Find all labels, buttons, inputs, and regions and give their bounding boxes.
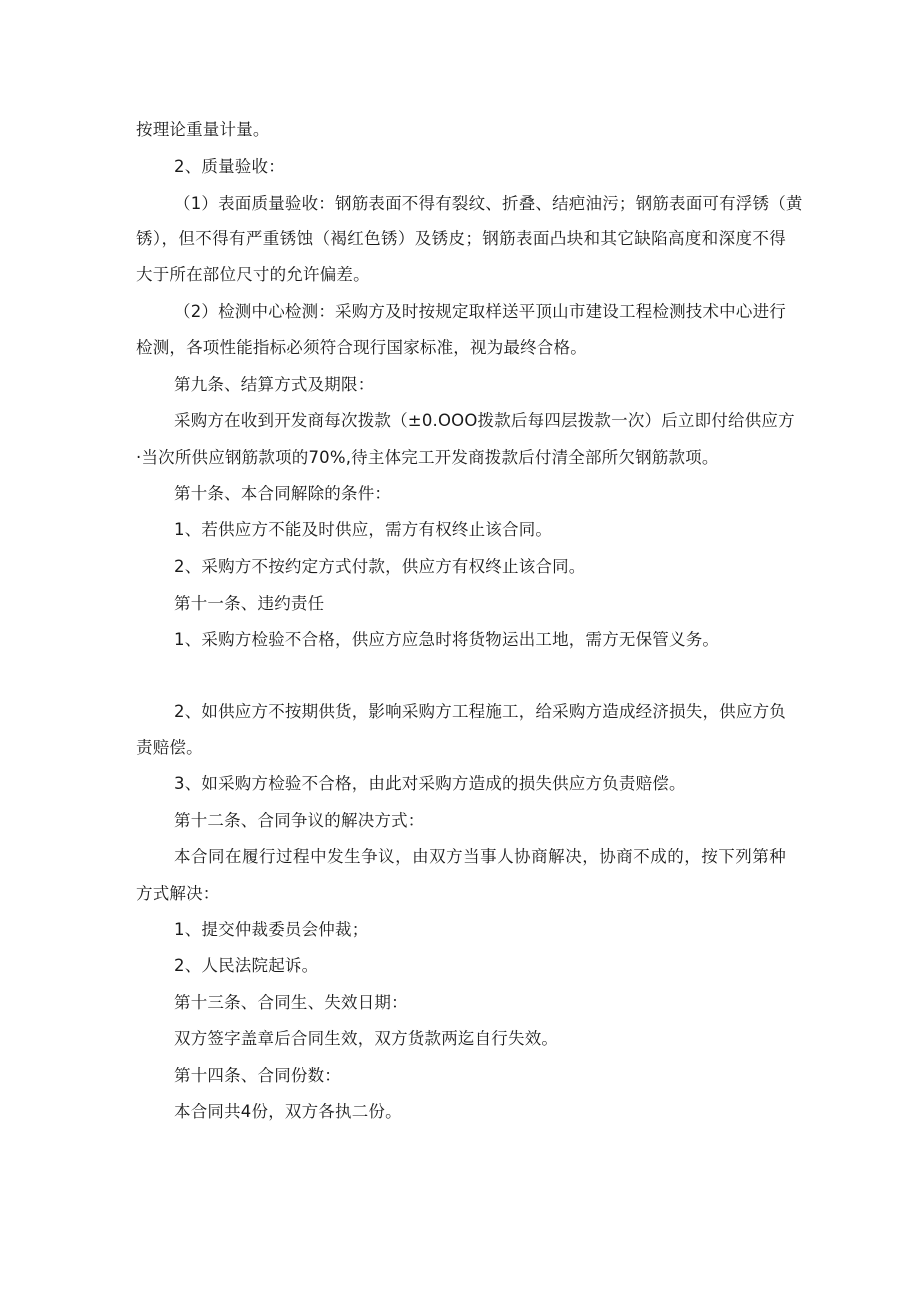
article-heading: 第十四条、合同份数：	[174, 1066, 341, 1085]
text-line: 1、采购方检验不合格，供应方应急时将货物运出工地，需方无保管义务。	[174, 630, 720, 649]
section-heading: 2、质量验收：	[174, 157, 285, 176]
text-line: （1）表面质量验收：钢筋表面不得有裂纹、折叠、结疤油污；钢筋表面可有浮锈（黄	[174, 194, 803, 213]
text-line: 1、若供应方不能及时供应，需方有权终止该合同。	[174, 520, 553, 539]
text-line: 按理论重量计量。	[136, 120, 270, 139]
text-line: 双方签字盖章后合同生效，双方货款两迄自行失效。	[174, 1029, 559, 1048]
article-heading: 第十条、本合同解除的条件：	[174, 484, 392, 503]
text-line: 2、人民法院起诉。	[174, 956, 319, 975]
text-line: 3、如采购方检验不合格，由此对采购方造成的损失供应方负责赔偿。	[174, 774, 686, 793]
text-line: （2）检测中心检测：采购方及时按规定取样送平顶山市建设工程检测技术中心进行	[174, 302, 786, 321]
article-heading: 第九条、结算方式及期限：	[174, 375, 375, 394]
text-line: 本合同在履行过程中发生争议，由双方当事人协商解决，协商不成的，按下列第种	[174, 847, 786, 866]
text-line: 2、如供应方不按期供货，影响采购方工程施工，给采购方造成经济损失，供应方负	[174, 702, 786, 721]
text-line: 采购方在收到开发商每次拨款（±0.OOO拨款后每四层拨款一次）后立即付给供应方	[174, 411, 795, 430]
text-line: 本合同共4份，双方各执二份。	[174, 1102, 402, 1121]
text-line: 锈），但不得有严重锈蚀（褐红色锈）及锈皮；钢筋表面凸块和其它缺陷高度和深度不得	[136, 229, 786, 248]
text-line: ·当次所供应钢筋款项的70%,待主体完工开发商拨款后付清全部所欠钢筋款项。	[136, 448, 719, 467]
text-line: 2、采购方不按约定方式付款，供应方有权终止该合同。	[174, 557, 586, 576]
text-line: 大于所在部位尺寸的允许偏差。	[136, 265, 370, 284]
article-heading: 第十三条、合同生、失效日期：	[174, 993, 408, 1012]
text-line: 1、提交仲裁委员会仲裁；	[174, 920, 369, 939]
article-heading: 第十二条、合同争议的解决方式：	[174, 811, 425, 830]
text-line: 方式解决：	[136, 884, 220, 903]
text-line: 检测，各项性能指标必须符合现行国家标准，视为最终合格。	[136, 338, 587, 357]
text-line: 责赔偿。	[136, 738, 203, 757]
article-heading: 第十一条、违约责任	[174, 594, 325, 613]
